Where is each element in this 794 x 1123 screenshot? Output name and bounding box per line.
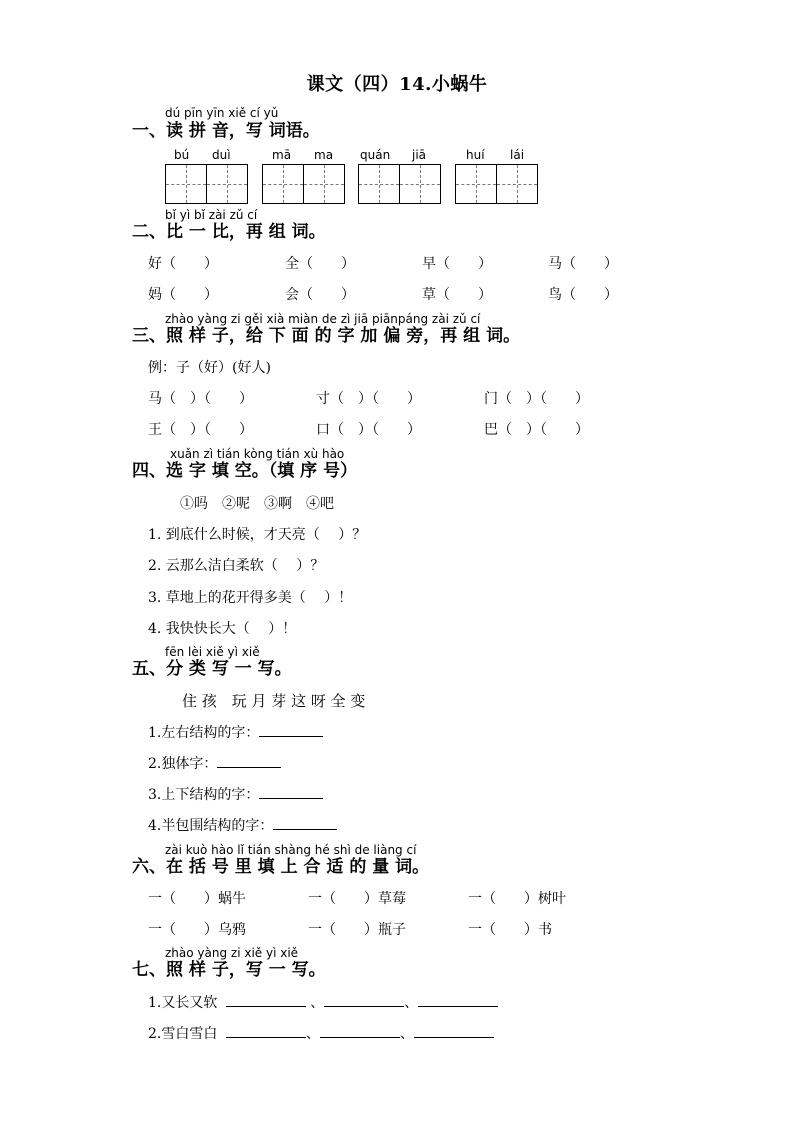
pinyin-label: ma (314, 148, 334, 162)
radical-item: 马（ ）（ ） (148, 391, 253, 407)
section-1-heading: 一、读 拼 音，写 词语。 (132, 121, 320, 141)
fill-item: 3. 草地上的花开得多美（ ）！ (148, 590, 353, 606)
section-4-pinyin: xuǎn zì tián kòng tián xù hào (170, 447, 345, 461)
radical-item: 口（ ）（ ） (316, 422, 421, 438)
compare-item: 会（ ） (285, 287, 355, 303)
separator: 、 (404, 995, 419, 1011)
answer-blank[interactable] (414, 1023, 494, 1038)
separator: 、 (305, 1026, 320, 1042)
section-1-pinyin: dú pīn yīn xiě cí yǔ (165, 106, 279, 120)
pinyin-label: mā (272, 148, 292, 162)
pinyin-label: huí (466, 148, 485, 162)
measure-word-item: 一（ ）瓶子 (308, 922, 406, 938)
section-7-heading: 七、照 样 子，写 一 写。 (132, 960, 326, 980)
classify-label: 1.左右结构的字： (148, 725, 260, 741)
radical-item: 巴（ ）（ ） (484, 422, 589, 438)
grid-cell[interactable] (358, 164, 400, 204)
pinyin-label: quán (360, 148, 391, 162)
separator: 、 (310, 995, 325, 1011)
pattern-item (148, 1023, 494, 1043)
answer-blank[interactable] (259, 784, 323, 799)
section-3-pinyin: zhào yàng zi gěi xià miàn de zì jiā piānpáng zài zǔ cí (165, 312, 481, 326)
answer-blank[interactable] (226, 1023, 306, 1038)
grid-cell[interactable] (455, 164, 497, 204)
grid-cell[interactable] (165, 164, 207, 204)
classify-item (148, 784, 323, 804)
measure-word-item: 一（ ）草莓 (308, 891, 406, 907)
compare-item: 早（ ） (422, 256, 492, 272)
classify-label: 2.独体字： (148, 756, 218, 772)
classify-label: 3.上下结构的字： (148, 787, 260, 803)
measure-word-item: 一（ ）蜗牛 (148, 891, 246, 907)
compare-item: 草（ ） (422, 287, 492, 303)
answer-blank[interactable] (217, 753, 281, 768)
answer-blank[interactable] (320, 1023, 400, 1038)
grid-cell[interactable] (303, 164, 345, 204)
character-pool: 住 孩 玩 月 芽 这 呀 全 变 (182, 692, 366, 710)
compare-item: 全（ ） (285, 256, 355, 272)
fill-item: 1. 到底什么时候，才天亮（ ）？ (148, 527, 367, 543)
classify-item (148, 753, 281, 773)
section-6-heading: 六、在 括 号 里 填 上 合 适 的 量 词。 (132, 857, 430, 877)
page-title: 课文（四）14.小蜗牛 (306, 74, 488, 95)
measure-word-item: 一（ ）树叶 (468, 891, 566, 907)
section-5-pinyin: fēn lèi xiě yì xiě (165, 645, 260, 659)
measure-word-item: 一（ ）乌鸦 (148, 922, 246, 938)
pinyin-label: duì (212, 148, 231, 162)
answer-blank[interactable] (226, 992, 306, 1007)
options-list: ①吗 ②呢 ③啊 ④吧 (180, 496, 334, 512)
radical-item: 寸（ ）（ ） (316, 391, 421, 407)
measure-word-item: 一（ ）书 (468, 922, 552, 938)
writing-grid (455, 164, 538, 204)
radical-item: 王（ ）（ ） (148, 422, 253, 438)
classify-item (148, 722, 323, 742)
compare-item: 妈（ ） (148, 287, 218, 303)
compare-item: 鸟（ ） (548, 287, 618, 303)
answer-blank[interactable] (259, 722, 323, 737)
answer-blank[interactable] (273, 815, 337, 830)
fill-item: 2. 云那么洁白柔软（ ）？ (148, 558, 325, 574)
grid-cell[interactable] (496, 164, 538, 204)
radical-item: 门（ ）（ ） (484, 391, 589, 407)
writing-grid (262, 164, 345, 204)
fill-item: 4. 我快快长大（ ）！ (148, 621, 297, 637)
section-3-heading: 三、照 样 子，给 下 面 的 字 加 偏 旁，再 组 词。 (132, 326, 521, 346)
answer-blank[interactable] (418, 992, 498, 1007)
pinyin-label: jiā (412, 148, 427, 162)
section-6-pinyin: zài kuò hào lǐ tián shàng hé shì de liàng cí (165, 843, 417, 857)
classify-item (148, 815, 337, 835)
writing-grid (165, 164, 248, 204)
classify-label: 4.半包围结构的字： (148, 818, 274, 834)
grid-cell[interactable] (262, 164, 304, 204)
grid-cell[interactable] (399, 164, 441, 204)
writing-grid (358, 164, 441, 204)
section-2-pinyin: bǐ yì bǐ zài zǔ cí (165, 208, 258, 222)
pattern-example: 1.又长又软 (148, 995, 218, 1011)
section-5-heading: 五、分 类 写 一 写。 (132, 659, 292, 679)
pinyin-label: lái (510, 148, 525, 162)
example-text: 例：子（好）(好人) (148, 360, 271, 376)
section-2-heading: 二、比 一 比，再 组 词。 (132, 222, 326, 242)
answer-blank[interactable] (324, 992, 404, 1007)
pattern-item (148, 992, 498, 1012)
compare-item: 好（ ） (148, 256, 218, 272)
grid-cell[interactable] (206, 164, 248, 204)
pinyin-label: bú (174, 148, 190, 162)
separator: 、 (399, 1026, 414, 1042)
section-7-pinyin: zhào yàng zi xiě yì xiě (165, 946, 299, 960)
section-4-heading: 四、选 字 填 空。（填 序 号） (132, 461, 358, 481)
pattern-example: 2.雪白雪白 (148, 1026, 218, 1042)
compare-item: 马（ ） (548, 256, 618, 272)
